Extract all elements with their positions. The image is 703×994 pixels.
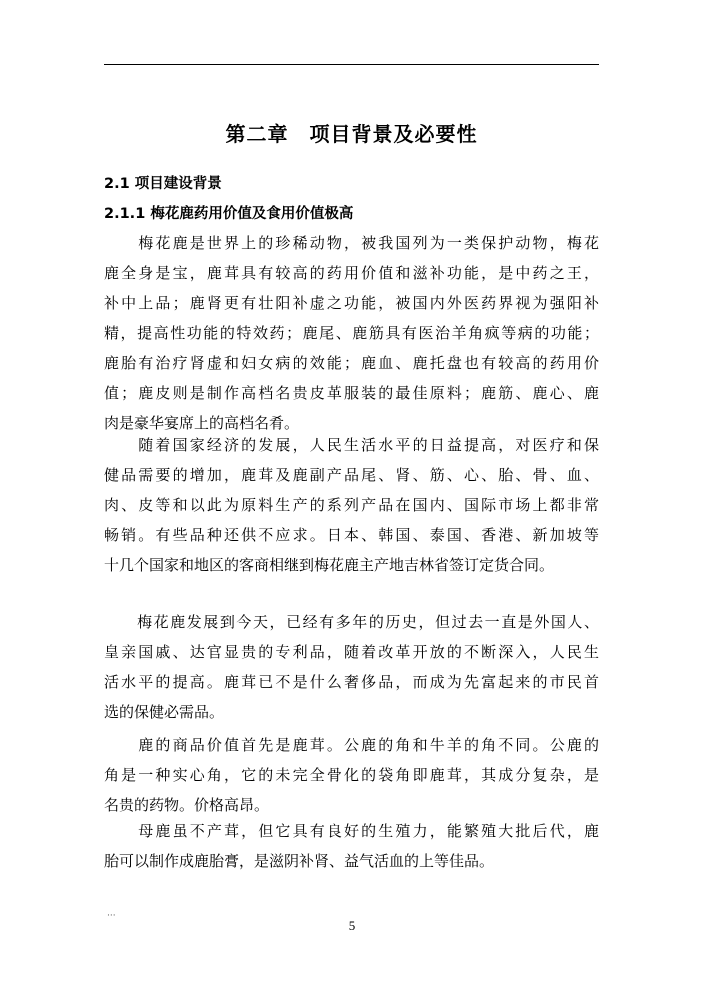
text-line: 活水平的提高。鹿茸已不是什么奢侈品，而成为先富起来的市民首 bbox=[104, 673, 599, 691]
paragraph-3 bbox=[104, 607, 599, 727]
header-rule bbox=[104, 64, 599, 65]
paragraph-1 bbox=[104, 228, 599, 438]
text-line: 十几个国家和地区的客商相继到梅花鹿主产地吉林省签订定货合同。 bbox=[104, 556, 555, 574]
text-line: 母鹿虽不产茸，但它具有良好的生殖力，能繁殖大批后代，鹿 bbox=[104, 822, 599, 840]
text-line: 梅花鹿发展到今天，已经有多年的历史，但过去一直是外国人、 bbox=[104, 613, 599, 631]
footer-mark: ··· bbox=[107, 911, 116, 921]
paragraph-2 bbox=[104, 430, 599, 580]
text-line: 鹿胎有治疗肾虚和妇女病的效能；鹿血、鹿托盘也有较高的药用价 bbox=[104, 354, 599, 372]
text-line: 健品需要的增加，鹿茸及鹿副产品尾、肾、筋、心、胎、骨、血、 bbox=[104, 466, 599, 484]
text-line: 角是一种实心角，它的未完全骨化的袋角即鹿茸，其成分复杂，是 bbox=[104, 766, 599, 784]
text-line: 补中上品；鹿肾更有壮阳补虚之功能，被国内外医药界视为强阳补 bbox=[104, 294, 599, 312]
text-line: 值；鹿皮则是制作高档名贵皮革服装的最佳原料；鹿筋、鹿心、鹿 bbox=[104, 384, 599, 402]
text-line: 精，提高性功能的特效药；鹿尾、鹿筋具有医治羊角疯等病的功能； bbox=[104, 324, 599, 342]
text-line: 畅销。有些品种还供不应求。日本、韩国、泰国、香港、新加坡等 bbox=[104, 526, 599, 544]
text-line: 肉、皮等和以此为原料生产的系列产品在国内、国际市场上都非常 bbox=[104, 496, 599, 514]
text-line: 鹿全身是宝，鹿茸具有较高的药用价值和滋补功能，是中药之王， bbox=[104, 264, 599, 282]
text-line: 肉是豪华宴席上的高档名肴。 bbox=[104, 414, 300, 432]
page-number: 5 bbox=[348, 918, 356, 933]
text-line: 选的保健必需品。 bbox=[104, 703, 225, 721]
text-line: 胎可以制作成鹿胎膏，是滋阴补肾、益气活血的上等佳品。 bbox=[104, 852, 495, 870]
text-line: 名贵的药物。价格高昂。 bbox=[104, 796, 270, 814]
subsection-heading: 2.1.1 梅花鹿药用价值及食用价值极高 bbox=[104, 206, 354, 222]
text-line: 梅花鹿是世界上的珍稀动物，被我国列为一类保护动物，梅花 bbox=[104, 234, 599, 252]
text-line: 鹿的商品价值首先是鹿茸。公鹿的角和牛羊的角不同。公鹿的 bbox=[104, 736, 599, 754]
paragraph-4 bbox=[104, 730, 599, 820]
text-line: 皇亲国戚、达官显贵的专利品，随着改革开放的不断深入，人民生 bbox=[104, 643, 599, 661]
section-heading: 2.1 项目建设背景 bbox=[104, 176, 222, 192]
chapter-title: 第二章 项目背景及必要性 bbox=[225, 122, 478, 146]
paragraph-5 bbox=[104, 816, 599, 876]
text-line: 随着国家经济的发展，人民生活水平的日益提高，对医疗和保 bbox=[104, 436, 599, 454]
